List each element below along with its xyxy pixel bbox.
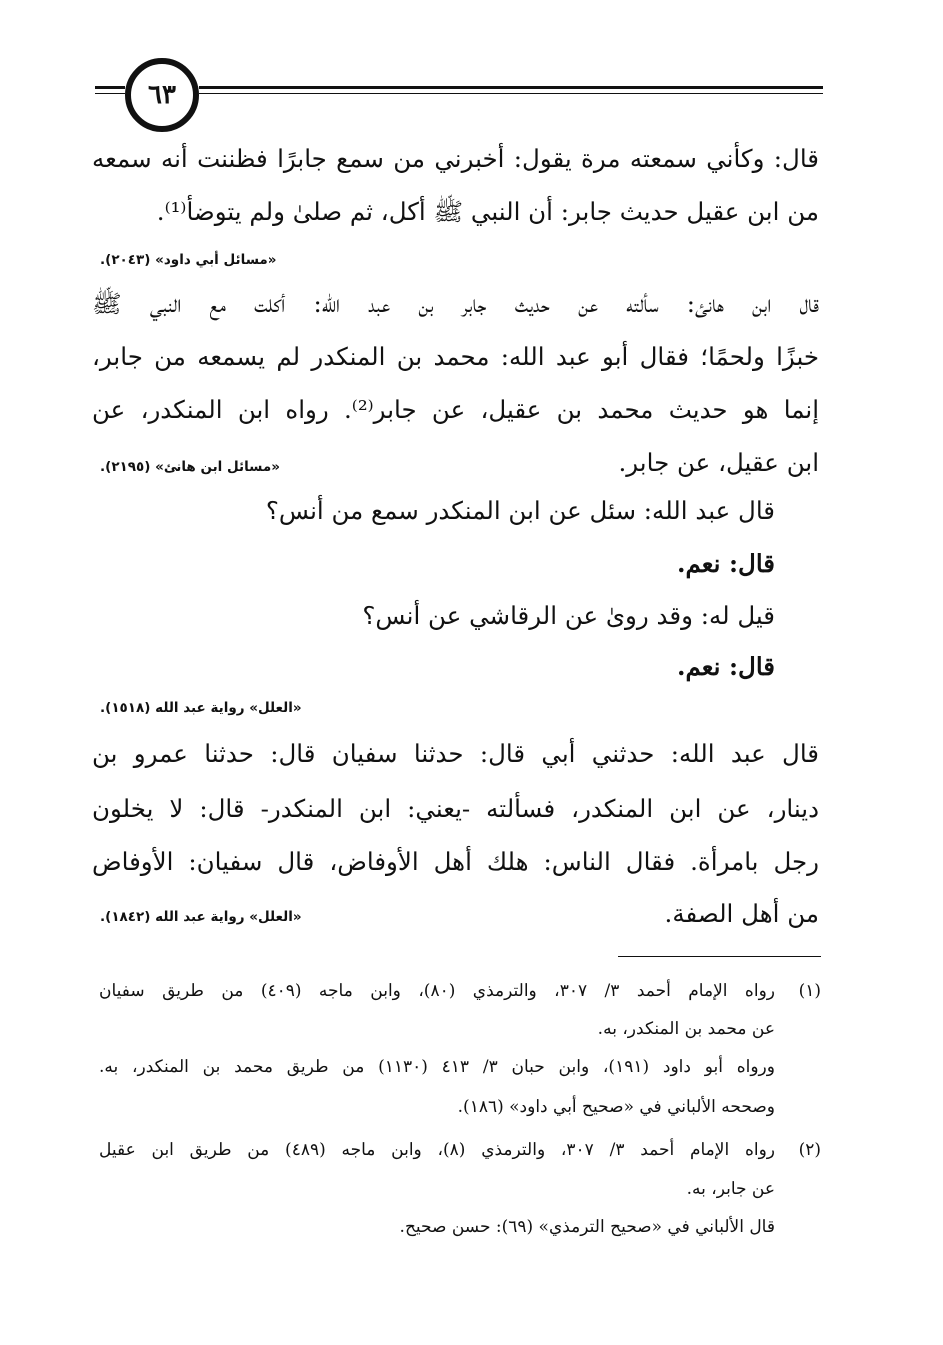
header-rule-top bbox=[199, 86, 823, 89]
footnote-line: ورواه أبو داود (١٩١)، وابن حبان ٣/ ٤١٣ (١١٣٠) من طريق محمد بن المنكدر، به. bbox=[99, 1057, 775, 1077]
source-citation: «العلل» رواية عبد الله (١٥١٨). bbox=[100, 700, 302, 716]
header-rule-bottom bbox=[95, 93, 125, 94]
footnote-number: (٢) bbox=[798, 1140, 821, 1160]
header-rule-bottom bbox=[199, 93, 823, 94]
dialogue-line: قال: نعم. bbox=[676, 549, 775, 578]
footnote-line: عن جابر، به. bbox=[686, 1179, 775, 1199]
footnote-separator bbox=[618, 956, 821, 957]
dialogue-line: قيل له: وقد رویٰ عن الرقاشي عن أنس؟ bbox=[362, 601, 775, 630]
page-number-badge bbox=[125, 58, 199, 132]
dialogue-line: قال عبد الله: سئل عن ابن المنكدر سمع من أنس؟ bbox=[265, 496, 775, 525]
footnote-line: رواه الإمام أحمد ٣/ ٣٠٧، والترمذي (٨٠)، وابن ماجه (٤٠٩) من طريق سفيان bbox=[99, 981, 775, 1001]
paragraph-line: قال عبد الله: حدثني أبي قال: حدثنا سفيان قال: حدثنا عمرو بن bbox=[92, 739, 819, 768]
footnote-line: رواه الإمام أحمد ٣/ ٣٠٧، والترمذي (٨)، وابن ماجه (٤٨٩) من طريق ابن عقيل bbox=[99, 1140, 775, 1160]
footnote-line: وصححه الألباني في «صحيح أبي داود» (١٨٦). bbox=[457, 1097, 775, 1117]
paragraph-line: إنما هو حديث محمد بن عقيل، عن جابر⁽²⁾. رواه ابن المنكدر، عن bbox=[92, 395, 820, 424]
paragraph-line: من ابن عقيل حديث جابر: أن النبي ﷺ أكل، ثم صلىٰ ولم يتوضأ⁽¹⁾. bbox=[156, 197, 819, 226]
dialogue-line: قال: نعم. bbox=[676, 652, 775, 681]
paragraph-line: قال: وكأني سمعته مرة يقول: أخبرني من سمع جابرًا فظننت أنه سمعه bbox=[92, 144, 819, 173]
paragraph-line: خبزًا ولحمًا؛ فقال أبو عبد الله: محمد بن المنكدر لم يسمعه من جابر، bbox=[92, 342, 819, 371]
footnote-number: (١) bbox=[798, 981, 821, 1001]
header-rule-top bbox=[95, 86, 125, 89]
paragraph-line: رجل بامرأة. فقال الناس: هلك أهل الأوفاض، قال سفيان: الأوفاض bbox=[92, 847, 819, 876]
source-citation: «مسائل ابن هانئ» (٢١٩٥). bbox=[100, 459, 280, 475]
paragraph-line: من أهل الصفة. bbox=[664, 899, 819, 928]
paragraph-line: قال ابن هانئ: سألته عن حديث جابر بن عبد الله: أكلت مع النبي ﷺ bbox=[92, 289, 819, 318]
source-citation: «مسائل أبي داود» (٢٠٤٣). bbox=[100, 252, 277, 268]
source-citation: «العلل» رواية عبد الله (١٨٤٢). bbox=[100, 909, 302, 925]
footnote-line: قال الألباني في «صحيح الترمذي» (٦٩): حسن صحيح. bbox=[399, 1217, 775, 1237]
paragraph-line: دينار، عن ابن المنكدر، فسألته -يعني: ابن المنكدر- قال: لا يخلون bbox=[92, 794, 819, 823]
paragraph-line: ابن عقيل، عن جابر. bbox=[618, 448, 819, 477]
footnote-line: عن محمد بن المنكدر، به. bbox=[597, 1019, 775, 1039]
page-number: ٦٣ bbox=[148, 80, 176, 110]
